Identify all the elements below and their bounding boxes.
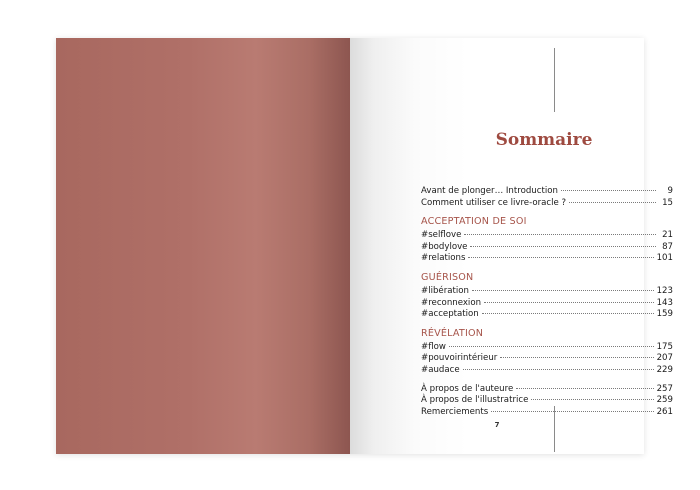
toc-row [421, 298, 673, 310]
dot-leader [464, 234, 656, 235]
toc-row [421, 407, 673, 419]
toc-page: 257 [656, 383, 673, 394]
dot-leader [500, 357, 653, 358]
toc-page: 143 [656, 297, 673, 308]
toc-row [421, 253, 673, 265]
toc-label: #audace [421, 364, 460, 375]
toc-page: 101 [656, 253, 673, 264]
toc-label: À propos de l'illustratrice [421, 395, 529, 406]
right-page [350, 38, 673, 454]
bottom-divider-line [554, 406, 555, 452]
dot-leader [472, 290, 654, 291]
toc-page: 207 [656, 353, 673, 364]
toc-row [421, 186, 673, 198]
toc-page: 9 [667, 186, 673, 196]
dot-leader [468, 257, 653, 258]
toc-label: #libération [421, 285, 469, 296]
dot-leader [531, 399, 653, 400]
toc-label: #flow [421, 341, 446, 352]
toc-page: 21 [662, 230, 673, 241]
spacer [421, 377, 673, 384]
toc-row [421, 342, 673, 354]
toc-page: 123 [656, 285, 673, 296]
toc-label: #acceptation [421, 309, 479, 320]
toc-row [421, 198, 673, 210]
toc-label: #pouvoirintérieur [421, 353, 498, 364]
left-page-colored [56, 38, 350, 454]
section-heading: GUÉRISON [421, 271, 474, 283]
page-number: 7 [494, 421, 500, 429]
toc-page: 259 [656, 395, 673, 406]
toc-label: #bodylove [421, 241, 468, 252]
top-divider-line [554, 48, 555, 112]
book-spread [56, 38, 673, 454]
dot-leader [482, 313, 654, 314]
dot-leader [463, 369, 654, 370]
toc-row [421, 395, 673, 407]
toc-label: Comment utiliser ce livre-oracle ? [421, 197, 567, 208]
dot-leader [516, 388, 653, 389]
toc-page: 175 [656, 341, 673, 352]
toc-page: 15 [662, 197, 673, 208]
toc-row [421, 242, 673, 254]
section-heading: ACCEPTATION DE SOI [421, 216, 527, 228]
toc-label: Remerciements [421, 406, 489, 417]
dot-leader [470, 246, 656, 247]
toc-row [421, 384, 673, 396]
dot-leader [449, 346, 654, 347]
toc-page: 159 [656, 309, 673, 320]
dot-leader [491, 411, 653, 412]
toc-label: #relations [421, 253, 466, 264]
dot-leader [569, 202, 656, 203]
toc-row [421, 353, 673, 365]
section-heading: RÉVÉLATION [421, 327, 484, 339]
toc-page: 229 [656, 364, 673, 375]
toc-label: À propos de l'auteure [421, 383, 514, 394]
page-title: Sommaire [495, 130, 593, 150]
toc-page: 87 [662, 241, 673, 252]
toc-page: 261 [656, 406, 673, 417]
toc-label: Avant de plonger… Introduction [421, 186, 558, 196]
toc-row [421, 230, 673, 242]
toc-label: #reconnexion [421, 297, 482, 308]
dot-leader [561, 190, 656, 191]
dot-leader [484, 302, 654, 303]
toc-label: #selflove [421, 230, 462, 241]
toc-row [421, 365, 673, 377]
toc-row [421, 286, 673, 298]
table-of-contents [421, 186, 673, 418]
toc-row [421, 309, 673, 321]
